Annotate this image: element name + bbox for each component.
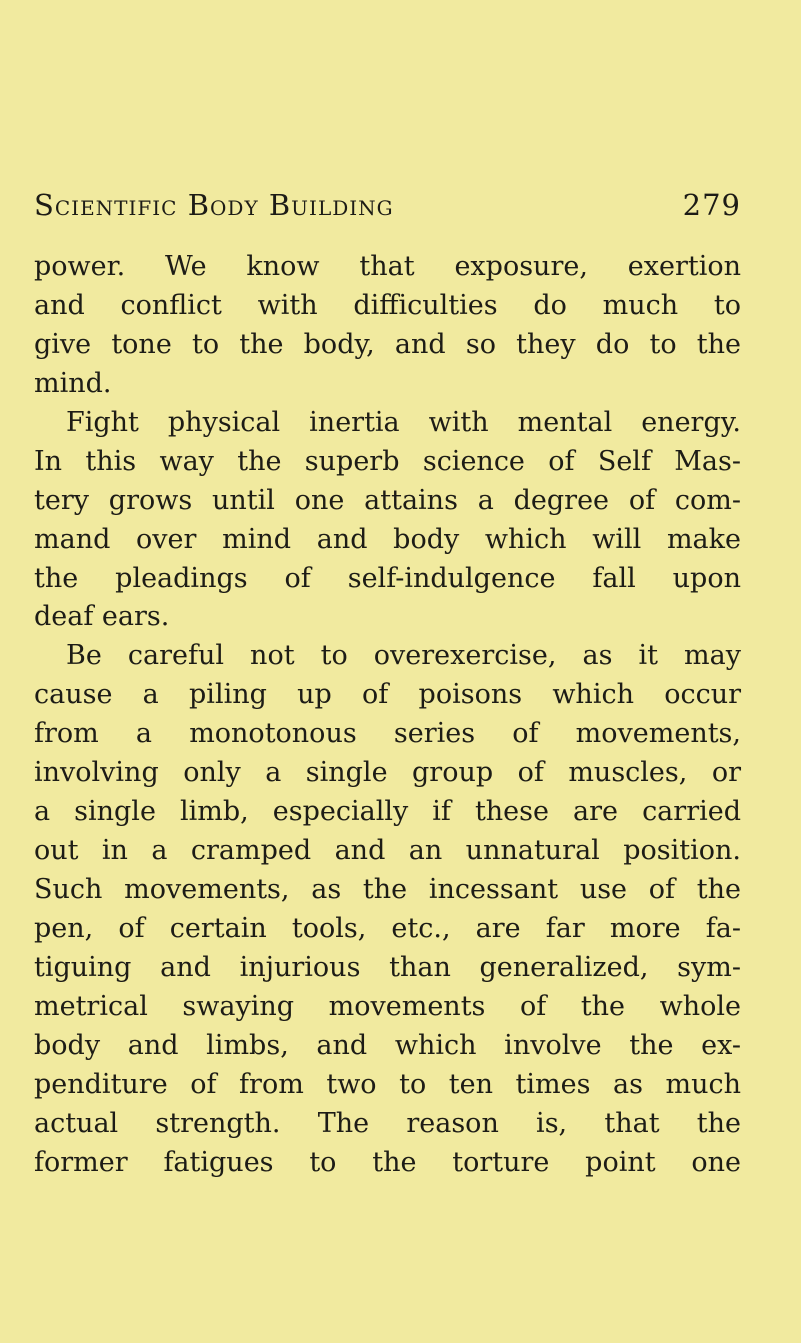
text-line: Such movements, as the incessant use of the	[34, 874, 741, 905]
text-line: tery grows until one attains a degree of com-	[34, 484, 741, 516]
text-line: mind.	[34, 367, 112, 399]
text-line: body and limbs, and which involve the ex-	[34, 1029, 741, 1061]
text-line: In this way the superb science of Self Mas-	[34, 445, 741, 477]
text-line: former fatigues to the torture point one	[34, 1146, 741, 1178]
text-line: pen, of certain tools, etc., are far more fa-	[34, 912, 741, 944]
text-line: give tone to the body, and so they do to the	[34, 328, 741, 360]
text-line: deaf ears.	[34, 601, 170, 633]
text-line: out in a cramped and an unnatural position.	[34, 835, 741, 867]
text-line: mand over mind and body which will make	[34, 523, 741, 555]
text-line: a single limb, especially if these are carried	[34, 796, 741, 828]
text-line: penditure of from two to ten times as much	[34, 1068, 741, 1100]
text-line: Fight physical inertia with mental energy.	[66, 406, 741, 438]
text-line: Be careful not to overexercise, as it may	[66, 640, 741, 672]
text-line: metrical swaying movements of the whole	[34, 990, 741, 1022]
text-line: tiguing and injurious than generalized, sym-	[34, 951, 741, 983]
body-text	[34, 248, 741, 1183]
running-title: Scientific Body Building	[34, 188, 394, 222]
text-line: and conflict with difficulties do much to	[34, 289, 741, 321]
text-line: actual strength. The reason is, that the	[34, 1107, 741, 1139]
text-line: from a monotonous series of movements,	[34, 718, 741, 750]
running-head	[34, 182, 741, 228]
text-line: cause a piling up of poisons which occur	[34, 679, 741, 711]
text-line: power. We know that exposure, exertion	[34, 251, 741, 282]
text-line: the pleadings of self-indulgence fall upon	[34, 562, 741, 594]
text-line: involving only a single group of muscles, or	[34, 757, 741, 789]
page-number: 279	[682, 188, 741, 222]
